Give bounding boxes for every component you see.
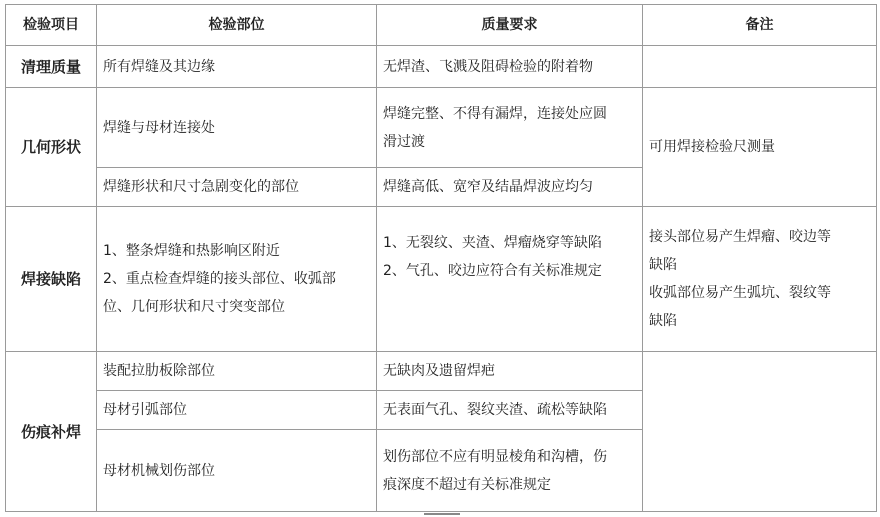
requirement-cell: 无焊渣、飞溅及阻碍检验的附着物	[377, 46, 643, 88]
note-cell	[643, 46, 877, 88]
text-line: 2、重点检查焊缝的接头部位、收弧部	[103, 271, 336, 287]
part-cell: 所有焊缝及其边缘	[97, 46, 377, 88]
text-line: 缺陷	[649, 257, 677, 273]
text-line: 2、气孔、咬边应符合有关标准规定	[383, 263, 602, 279]
note-cell	[643, 207, 877, 352]
header-part: 检验部位	[97, 5, 377, 46]
requirement-cell: 无表面气孔、裂纹夹渣、疏松等缺陷	[377, 391, 643, 430]
requirement-cell	[377, 207, 643, 352]
requirement-cell	[377, 430, 643, 512]
text-line: 1、整条焊缝和热影响区附近	[103, 243, 280, 259]
text-line: 位、几何形状和尺寸突变部位	[103, 299, 285, 315]
text-line: 划伤部位不应有明显棱角和沟槽，伤	[383, 448, 607, 465]
category-cell: 伤痕补焊	[6, 352, 97, 512]
header-row	[6, 5, 877, 46]
part-cell: 焊缝形状和尺寸急剧变化的部位	[97, 168, 377, 207]
part-cell: 焊缝与母材连接处	[97, 88, 377, 168]
bottom-divider	[424, 513, 460, 515]
table-row	[6, 46, 877, 88]
note-cell: 可用焊接检验尺测量	[643, 88, 877, 207]
part-cell: 母材机械划伤部位	[97, 430, 377, 512]
table-row	[6, 88, 877, 168]
category-cell: 几何形状	[6, 88, 97, 207]
requirement-cell: 无缺肉及遗留焊疤	[377, 352, 643, 391]
text-line: 焊缝完整、不得有漏焊，连接处应圆	[383, 105, 607, 122]
header-item: 检验项目	[6, 5, 97, 46]
requirement-cell: 焊缝高低、宽窄及结晶焊波应均匀	[377, 168, 643, 207]
text-line: 滑过渡	[383, 133, 425, 150]
table-row	[6, 207, 877, 352]
note-cell	[643, 352, 877, 512]
category-cell: 清理质量	[6, 46, 97, 88]
category-cell: 焊接缺陷	[6, 207, 97, 352]
part-cell: 母材引弧部位	[97, 391, 377, 430]
text-line: 1、无裂纹、夹渣、焊瘤烧穿等缺陷	[383, 235, 602, 251]
requirement-cell	[377, 88, 643, 168]
text-line: 收弧部位易产生弧坑、裂纹等	[649, 285, 831, 301]
text-line: 接头部位易产生焊瘤、咬边等	[649, 229, 831, 245]
part-cell	[97, 207, 377, 352]
inspection-table	[5, 4, 877, 512]
part-cell: 装配拉肋板除部位	[97, 352, 377, 391]
text-line: 痕深度不超过有关标准规定	[383, 476, 551, 493]
header-requirement: 质量要求	[377, 5, 643, 46]
text-line: 缺陷	[649, 313, 677, 329]
header-note: 备注	[643, 5, 877, 46]
table-row	[6, 352, 877, 391]
